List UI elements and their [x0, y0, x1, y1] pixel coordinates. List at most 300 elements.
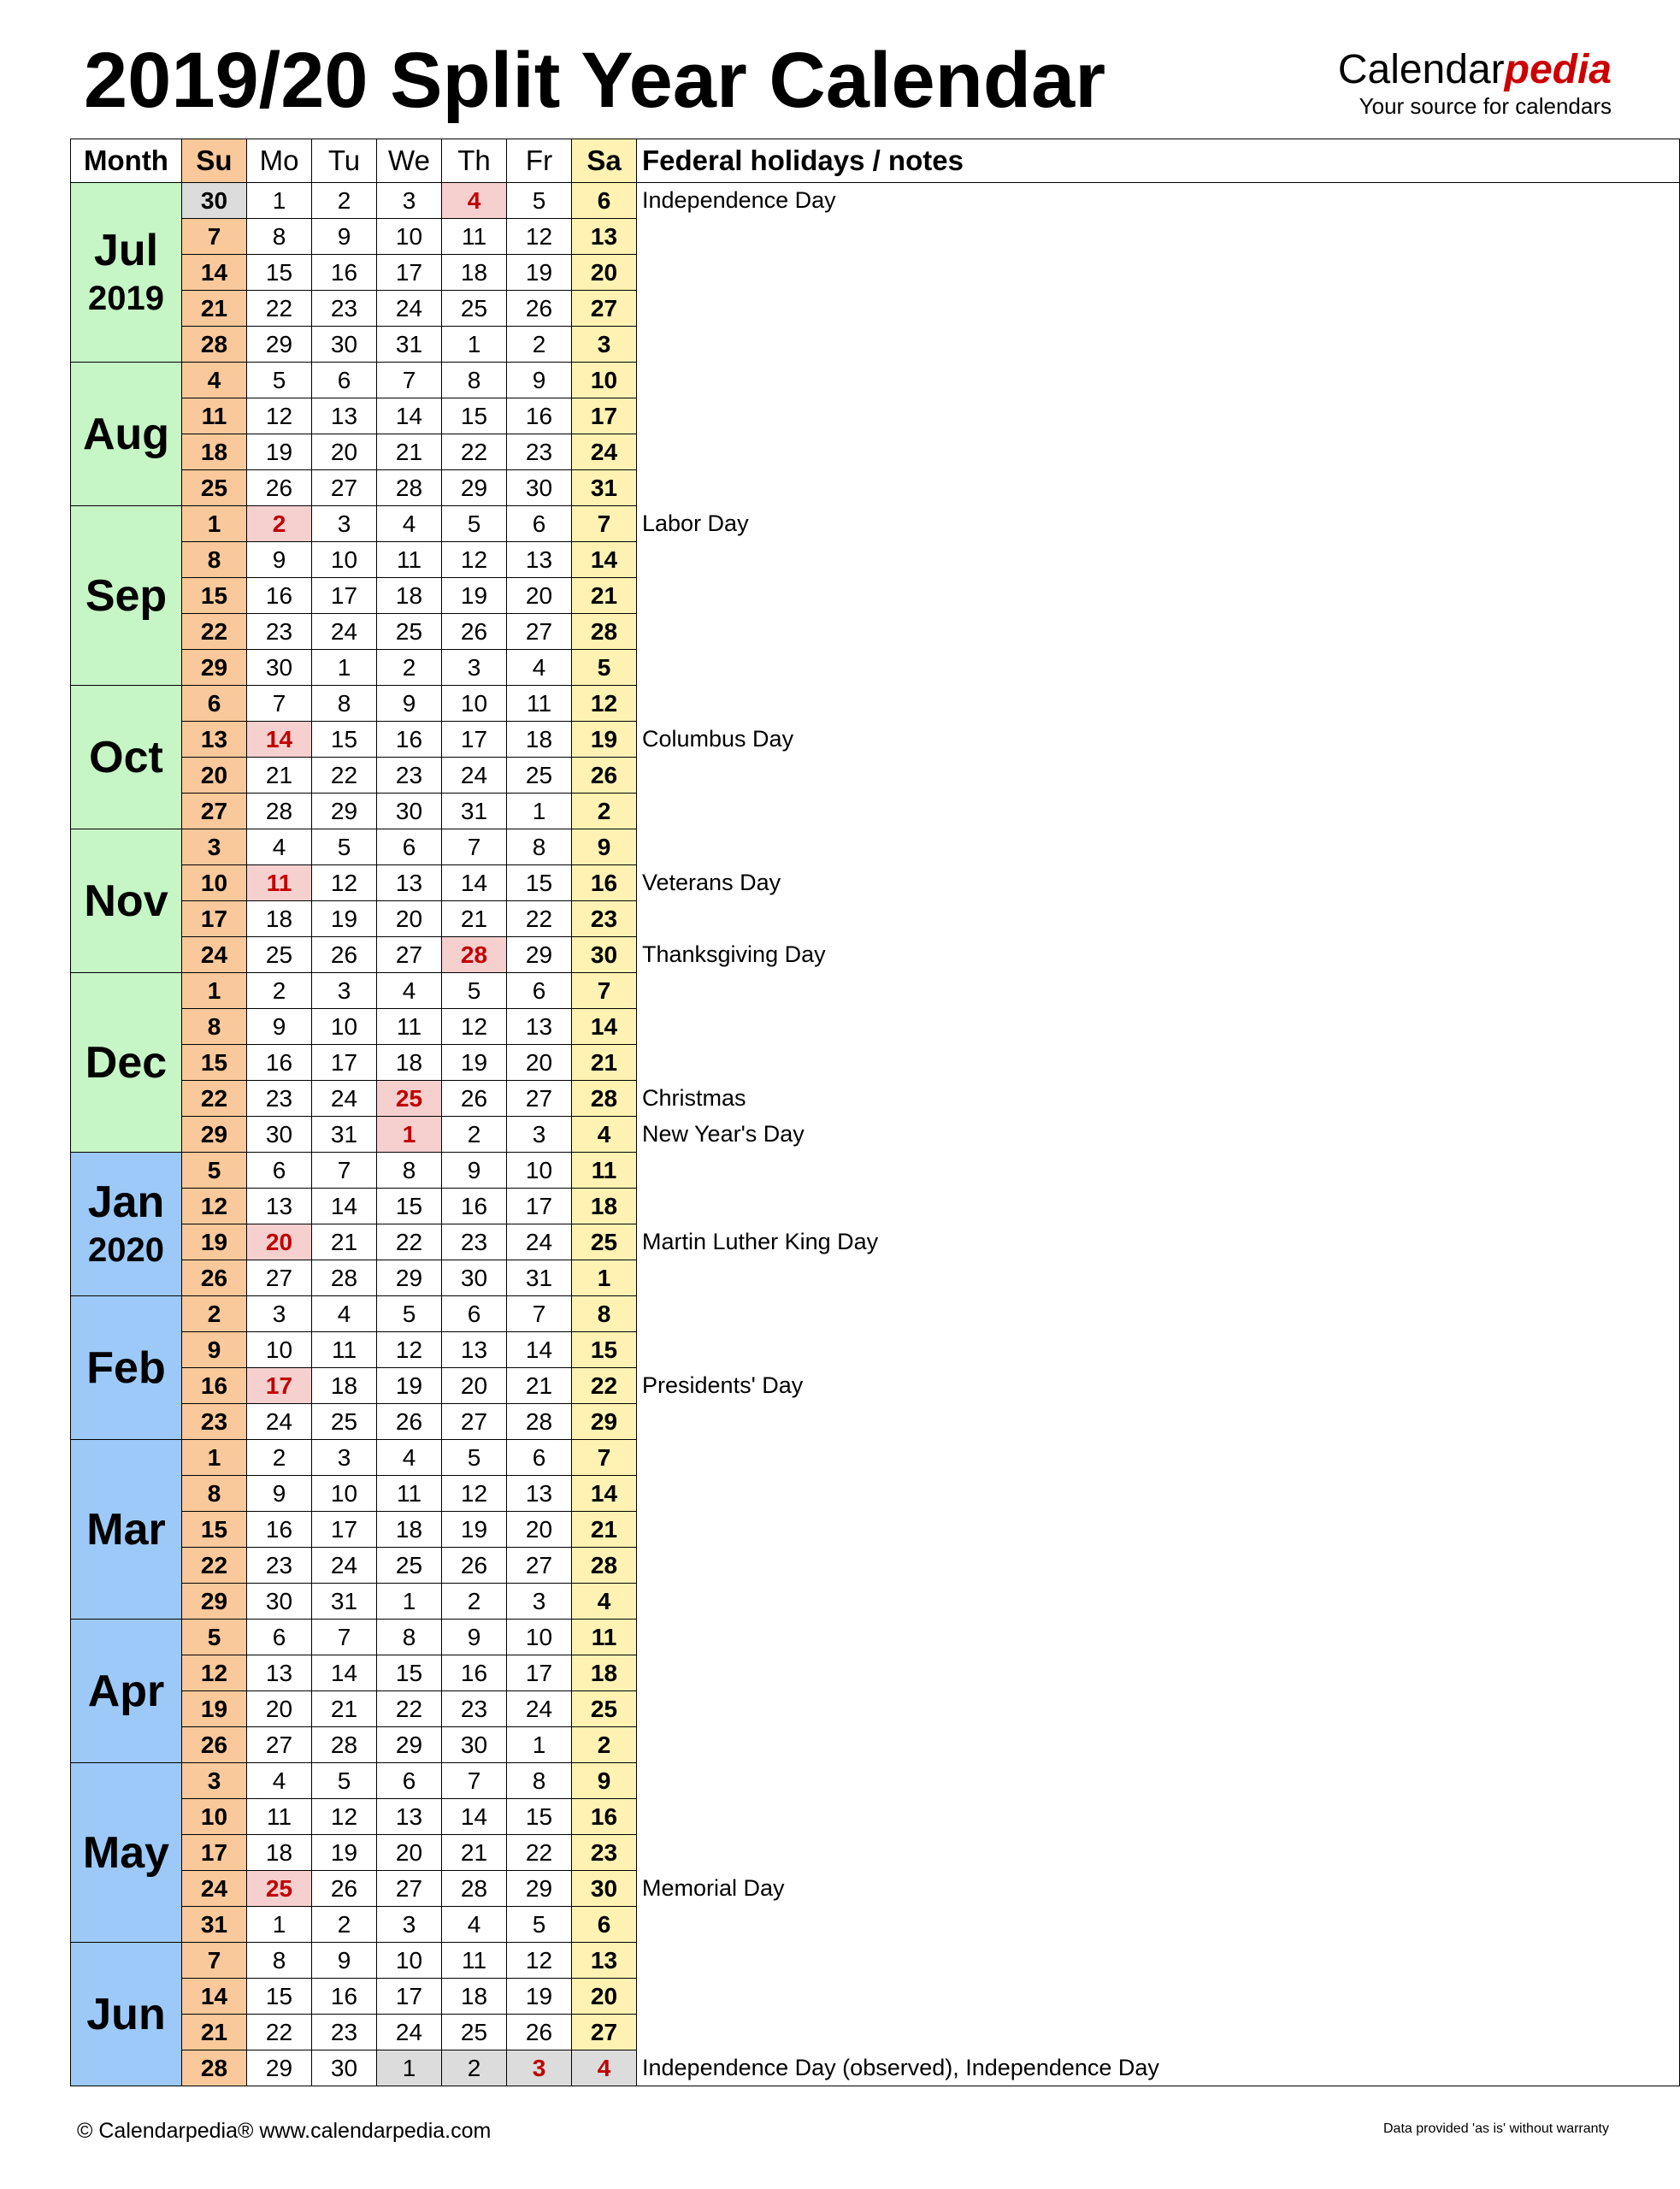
day-cell-fr: 11 [507, 686, 572, 722]
day-cell-sa: 18 [572, 1189, 637, 1224]
month-label-jul [71, 183, 182, 363]
day-cell-we: 28 [377, 470, 442, 506]
day-cell-we: 4 [377, 973, 442, 1009]
day-cell-we: 13 [377, 865, 442, 901]
day-cell-mo: 30 [247, 1584, 312, 1620]
day-cell-su: 15 [182, 1045, 247, 1081]
day-cell-th: 23 [442, 1691, 507, 1727]
holiday-note [637, 614, 1680, 650]
day-cell-sa: 16 [572, 1799, 637, 1835]
month-year: 2020 [88, 1230, 164, 1269]
holiday-note [637, 219, 1680, 255]
holiday-note [637, 1440, 1680, 1476]
month-year: 2019 [88, 279, 164, 317]
day-cell-th: 19 [442, 1512, 507, 1548]
day-cell-th: 2 [442, 1117, 507, 1153]
day-cell-tu: 5 [312, 1763, 377, 1799]
day-cell-su: 26 [182, 1727, 247, 1763]
day-cell-sa: 22 [572, 1368, 637, 1404]
day-cell-sa: 4 [572, 1584, 637, 1620]
day-cell-su: 22 [182, 1081, 247, 1117]
day-cell-su: 21 [182, 291, 247, 327]
day-cell-th: 26 [442, 614, 507, 650]
day-cell-sa: 27 [572, 291, 637, 327]
day-cell-mo: 13 [247, 1189, 312, 1224]
day-cell-mo: 10 [247, 1332, 312, 1368]
day-cell-su: 24 [182, 937, 247, 973]
day-cell-th: 7 [442, 829, 507, 865]
day-cell-we: 8 [377, 1153, 442, 1189]
day-cell-sa: 4 [572, 2050, 637, 2086]
day-cell-sa: 3 [572, 327, 637, 363]
day-cell-th: 24 [442, 758, 507, 794]
day-cell-we: 5 [377, 1296, 442, 1332]
day-cell-sa: 13 [572, 1943, 637, 1979]
day-cell-tu: 5 [312, 829, 377, 865]
day-cell-su: 8 [182, 542, 247, 578]
day-cell-fr: 14 [507, 1332, 572, 1368]
day-cell-su: 21 [182, 2015, 247, 2050]
day-cell-fr: 16 [507, 398, 572, 434]
day-cell-we: 9 [377, 686, 442, 722]
week-row [71, 1871, 1680, 1907]
day-cell-mo: 9 [247, 542, 312, 578]
day-cell-we: 22 [377, 1224, 442, 1260]
day-cell-we: 3 [377, 183, 442, 219]
day-cell-tu: 18 [312, 1368, 377, 1404]
day-cell-mo: 27 [247, 1727, 312, 1763]
day-header-we: We [377, 139, 442, 183]
week-row [71, 1081, 1680, 1117]
day-cell-we: 11 [377, 1476, 442, 1512]
day-cell-su: 29 [182, 1117, 247, 1153]
day-cell-sa: 21 [572, 1512, 637, 1548]
day-cell-th: 15 [442, 398, 507, 434]
day-cell-we: 6 [377, 829, 442, 865]
day-cell-sa: 23 [572, 1835, 637, 1871]
month-label-dec [71, 973, 182, 1153]
day-cell-fr: 20 [507, 1512, 572, 1548]
day-cell-sa: 14 [572, 1009, 637, 1045]
day-cell-th: 25 [442, 2015, 507, 2050]
day-cell-tu: 24 [312, 1081, 377, 1117]
day-cell-tu: 11 [312, 1332, 377, 1368]
day-cell-mo: 26 [247, 470, 312, 506]
calendar-body [71, 183, 1680, 2086]
day-cell-mo: 30 [247, 650, 312, 686]
week-row [71, 901, 1680, 937]
day-cell-th: 21 [442, 1835, 507, 1871]
day-cell-we: 19 [377, 1368, 442, 1404]
day-header-th: Th [442, 139, 507, 183]
day-cell-mo: 4 [247, 829, 312, 865]
holiday-note: Labor Day [637, 506, 1680, 542]
day-cell-we: 24 [377, 2015, 442, 2050]
day-cell-we: 26 [377, 1404, 442, 1440]
day-cell-mo: 19 [247, 434, 312, 470]
week-row [71, 327, 1680, 363]
month-label-oct [71, 686, 182, 829]
day-cell-fr: 20 [507, 578, 572, 614]
day-cell-fr: 27 [507, 1548, 572, 1584]
day-cell-sa: 23 [572, 901, 637, 937]
day-cell-th: 25 [442, 291, 507, 327]
day-cell-su: 20 [182, 758, 247, 794]
day-cell-we: 18 [377, 1512, 442, 1548]
day-cell-th: 12 [442, 1009, 507, 1045]
holiday-note: Independence Day [637, 183, 1680, 219]
week-row [71, 829, 1680, 865]
day-cell-su: 15 [182, 578, 247, 614]
week-row [71, 470, 1680, 506]
day-cell-we: 14 [377, 398, 442, 434]
day-cell-tu: 20 [312, 434, 377, 470]
month-name: Jan [87, 1177, 165, 1227]
day-cell-sa: 6 [572, 183, 637, 219]
day-cell-su: 15 [182, 1512, 247, 1548]
day-cell-su: 9 [182, 1332, 247, 1368]
day-cell-mo: 16 [247, 578, 312, 614]
month-name: Mar [86, 1504, 166, 1555]
day-cell-we: 27 [377, 937, 442, 973]
day-cell-mo: 7 [247, 686, 312, 722]
holiday-note [637, 1584, 1680, 1620]
holiday-note [637, 901, 1680, 937]
month-label-apr [71, 1620, 182, 1763]
day-cell-fr: 3 [507, 1584, 572, 1620]
day-cell-tu: 7 [312, 1620, 377, 1655]
month-label-aug [71, 363, 182, 506]
day-cell-we: 25 [377, 1548, 442, 1584]
day-cell-th: 30 [442, 1727, 507, 1763]
day-cell-sa: 12 [572, 686, 637, 722]
day-cell-mo: 23 [247, 614, 312, 650]
day-cell-fr: 1 [507, 1727, 572, 1763]
day-cell-we: 4 [377, 506, 442, 542]
day-cell-sa: 2 [572, 1727, 637, 1763]
day-cell-tu: 2 [312, 183, 377, 219]
day-cell-fr: 12 [507, 1943, 572, 1979]
day-cell-tu: 6 [312, 363, 377, 398]
day-cell-tu: 19 [312, 1835, 377, 1871]
holiday-note [637, 973, 1680, 1009]
day-cell-sa: 7 [572, 1440, 637, 1476]
day-cell-sa: 8 [572, 1296, 637, 1332]
week-row [71, 937, 1680, 973]
month-name: May [82, 1827, 170, 1878]
day-cell-fr: 24 [507, 1691, 572, 1727]
day-cell-mo: 25 [247, 1871, 312, 1907]
week-row [71, 1620, 1680, 1655]
day-cell-su: 17 [182, 901, 247, 937]
day-cell-we: 23 [377, 758, 442, 794]
day-cell-mo: 22 [247, 291, 312, 327]
week-row [71, 973, 1680, 1009]
day-cell-mo: 27 [247, 1260, 312, 1296]
holiday-note [637, 1691, 1680, 1727]
day-cell-th: 21 [442, 901, 507, 937]
week-row [71, 1476, 1680, 1512]
day-cell-sa: 5 [572, 650, 637, 686]
day-cell-mo: 28 [247, 794, 312, 829]
day-cell-th: 3 [442, 650, 507, 686]
day-cell-fr: 10 [507, 1153, 572, 1189]
day-cell-su: 1 [182, 1440, 247, 1476]
day-cell-we: 17 [377, 255, 442, 291]
day-cell-fr: 3 [507, 2050, 572, 2086]
day-cell-we: 4 [377, 1440, 442, 1476]
day-cell-mo: 22 [247, 2015, 312, 2050]
day-cell-tu: 31 [312, 1117, 377, 1153]
holiday-note: Veterans Day [637, 865, 1680, 901]
day-cell-tu: 21 [312, 1224, 377, 1260]
day-cell-su: 27 [182, 794, 247, 829]
day-cell-fr: 29 [507, 937, 572, 973]
holiday-note [637, 578, 1680, 614]
week-row [71, 1979, 1680, 2015]
day-cell-tu: 10 [312, 542, 377, 578]
day-cell-sa: 26 [572, 758, 637, 794]
day-cell-tu: 31 [312, 1584, 377, 1620]
holiday-note [637, 470, 1680, 506]
day-cell-fr: 23 [507, 434, 572, 470]
month-name: Jul [93, 225, 159, 275]
day-cell-sa: 24 [572, 434, 637, 470]
day-cell-su: 25 [182, 470, 247, 506]
week-row [71, 1440, 1680, 1476]
day-header-mo: Mo [247, 139, 312, 183]
holiday-note [637, 1727, 1680, 1763]
day-cell-sa: 20 [572, 255, 637, 291]
day-cell-sa: 30 [572, 1871, 637, 1907]
holiday-note: Presidents' Day [637, 1368, 1680, 1404]
week-row [71, 1189, 1680, 1224]
day-cell-su: 29 [182, 650, 247, 686]
day-cell-we: 7 [377, 363, 442, 398]
day-cell-sa: 7 [572, 973, 637, 1009]
day-cell-we: 29 [377, 1260, 442, 1296]
day-cell-mo: 9 [247, 1009, 312, 1045]
week-row [71, 1296, 1680, 1332]
holiday-note [637, 434, 1680, 470]
day-cell-su: 23 [182, 1404, 247, 1440]
day-cell-fr: 15 [507, 1799, 572, 1835]
month-name: Dec [85, 1037, 168, 1088]
day-cell-tu: 9 [312, 219, 377, 255]
month-label-nov [71, 829, 182, 973]
day-cell-we: 30 [377, 794, 442, 829]
day-cell-th: 4 [442, 1907, 507, 1943]
day-cell-we: 11 [377, 542, 442, 578]
day-cell-mo: 14 [247, 722, 312, 758]
day-cell-su: 6 [182, 686, 247, 722]
week-row [71, 1943, 1680, 1979]
day-cell-tu: 7 [312, 1153, 377, 1189]
day-cell-tu: 8 [312, 686, 377, 722]
week-row [71, 686, 1680, 722]
week-row [71, 506, 1680, 542]
day-cell-tu: 29 [312, 794, 377, 829]
week-row [71, 434, 1680, 470]
day-cell-sa: 7 [572, 506, 637, 542]
day-cell-th: 5 [442, 973, 507, 1009]
page-title: 2019/20 Split Year Calendar [84, 37, 1106, 124]
holiday-note: Martin Luther King Day [637, 1224, 1680, 1260]
day-cell-su: 18 [182, 434, 247, 470]
week-row [71, 542, 1680, 578]
week-row [71, 865, 1680, 901]
month-label-sep [71, 506, 182, 686]
week-row [71, 1835, 1680, 1871]
holiday-note [637, 291, 1680, 327]
day-cell-th: 28 [442, 937, 507, 973]
holiday-note [637, 1404, 1680, 1440]
day-cell-su: 5 [182, 1153, 247, 1189]
day-cell-mo: 11 [247, 1799, 312, 1835]
week-row [71, 1727, 1680, 1763]
holiday-note [637, 1476, 1680, 1512]
day-cell-su: 30 [182, 183, 247, 219]
month-header: Month [71, 139, 182, 183]
day-cell-su: 4 [182, 363, 247, 398]
week-row [71, 1404, 1680, 1440]
day-cell-sa: 21 [572, 1045, 637, 1081]
month-label-may [71, 1763, 182, 1943]
day-cell-sa: 28 [572, 1548, 637, 1584]
day-cell-su: 28 [182, 327, 247, 363]
day-cell-su: 7 [182, 1943, 247, 1979]
day-cell-fr: 2 [507, 327, 572, 363]
day-cell-mo: 18 [247, 1835, 312, 1871]
day-cell-tu: 10 [312, 1009, 377, 1045]
day-cell-we: 12 [377, 1332, 442, 1368]
day-cell-tu: 24 [312, 1548, 377, 1584]
day-cell-su: 10 [182, 1799, 247, 1835]
week-row [71, 363, 1680, 398]
day-cell-tu: 15 [312, 722, 377, 758]
day-cell-tu: 4 [312, 1296, 377, 1332]
holiday-note [637, 1943, 1680, 1979]
day-cell-su: 10 [182, 865, 247, 901]
day-cell-th: 1 [442, 327, 507, 363]
day-cell-we: 29 [377, 1727, 442, 1763]
day-cell-we: 2 [377, 650, 442, 686]
week-row [71, 1260, 1680, 1296]
day-cell-sa: 25 [572, 1691, 637, 1727]
day-cell-sa: 10 [572, 363, 637, 398]
day-cell-we: 10 [377, 219, 442, 255]
day-cell-fr: 22 [507, 901, 572, 937]
day-cell-sa: 19 [572, 722, 637, 758]
day-cell-th: 22 [442, 434, 507, 470]
month-name: Nov [84, 876, 168, 926]
day-cell-sa: 15 [572, 1332, 637, 1368]
day-cell-su: 26 [182, 1260, 247, 1296]
day-cell-mo: 5 [247, 363, 312, 398]
week-row [71, 650, 1680, 686]
day-cell-we: 1 [377, 1117, 442, 1153]
week-row [71, 2050, 1680, 2086]
day-cell-su: 24 [182, 1871, 247, 1907]
day-cell-su: 19 [182, 1691, 247, 1727]
month-name: Oct [89, 732, 163, 782]
day-cell-th: 2 [442, 2050, 507, 2086]
day-cell-sa: 9 [572, 1763, 637, 1799]
day-cell-th: 12 [442, 542, 507, 578]
day-cell-mo: 20 [247, 1224, 312, 1260]
day-cell-fr: 4 [507, 650, 572, 686]
week-row [71, 255, 1680, 291]
day-cell-th: 6 [442, 1296, 507, 1332]
day-cell-th: 2 [442, 1584, 507, 1620]
holiday-note [637, 1548, 1680, 1584]
day-cell-mo: 25 [247, 937, 312, 973]
day-cell-we: 31 [377, 327, 442, 363]
day-cell-we: 18 [377, 578, 442, 614]
day-cell-th: 18 [442, 255, 507, 291]
holiday-note [637, 1512, 1680, 1548]
day-cell-fr: 30 [507, 470, 572, 506]
day-cell-sa: 28 [572, 614, 637, 650]
day-cell-tu: 23 [312, 291, 377, 327]
day-cell-we: 17 [377, 1979, 442, 2015]
month-label-jun [71, 1943, 182, 2086]
calendar-table [70, 139, 1680, 2086]
day-cell-we: 24 [377, 291, 442, 327]
day-cell-fr: 22 [507, 1835, 572, 1871]
day-cell-fr: 15 [507, 865, 572, 901]
holiday-note [637, 829, 1680, 865]
day-cell-tu: 23 [312, 2015, 377, 2050]
day-cell-fr: 13 [507, 1476, 572, 1512]
week-row [71, 614, 1680, 650]
day-cell-fr: 12 [507, 219, 572, 255]
day-cell-tu: 17 [312, 1045, 377, 1081]
week-row [71, 1584, 1680, 1620]
day-cell-fr: 6 [507, 1440, 572, 1476]
day-cell-sa: 28 [572, 1081, 637, 1117]
day-cell-th: 11 [442, 1943, 507, 1979]
day-cell-mo: 8 [247, 1943, 312, 1979]
day-cell-tu: 26 [312, 937, 377, 973]
day-header-tu: Tu [312, 139, 377, 183]
holiday-note [637, 1979, 1680, 2015]
day-cell-th: 18 [442, 1979, 507, 2015]
month-label-jan [71, 1153, 182, 1296]
day-cell-mo: 1 [247, 183, 312, 219]
month-name: Jun [86, 1989, 166, 2039]
day-cell-we: 25 [377, 1081, 442, 1117]
footer-disclaimer: Data provided 'as is' without warranty [1382, 2121, 1609, 2136]
day-cell-su: 12 [182, 1655, 247, 1691]
day-cell-tu: 24 [312, 614, 377, 650]
day-cell-we: 20 [377, 1835, 442, 1871]
day-cell-fr: 13 [507, 542, 572, 578]
day-cell-mo: 29 [247, 2050, 312, 2086]
holiday-note: Thanksgiving Day [637, 937, 1680, 973]
week-row [71, 219, 1680, 255]
week-row [71, 2015, 1680, 2050]
holiday-note [637, 1655, 1680, 1691]
day-cell-sa: 4 [572, 1117, 637, 1153]
week-row [71, 1368, 1680, 1404]
day-cell-sa: 11 [572, 1620, 637, 1655]
day-header-sa: Sa [572, 139, 637, 183]
day-cell-we: 1 [377, 1584, 442, 1620]
holiday-note [637, 1189, 1680, 1224]
day-cell-th: 9 [442, 1153, 507, 1189]
holiday-note: Christmas [637, 1081, 1680, 1117]
